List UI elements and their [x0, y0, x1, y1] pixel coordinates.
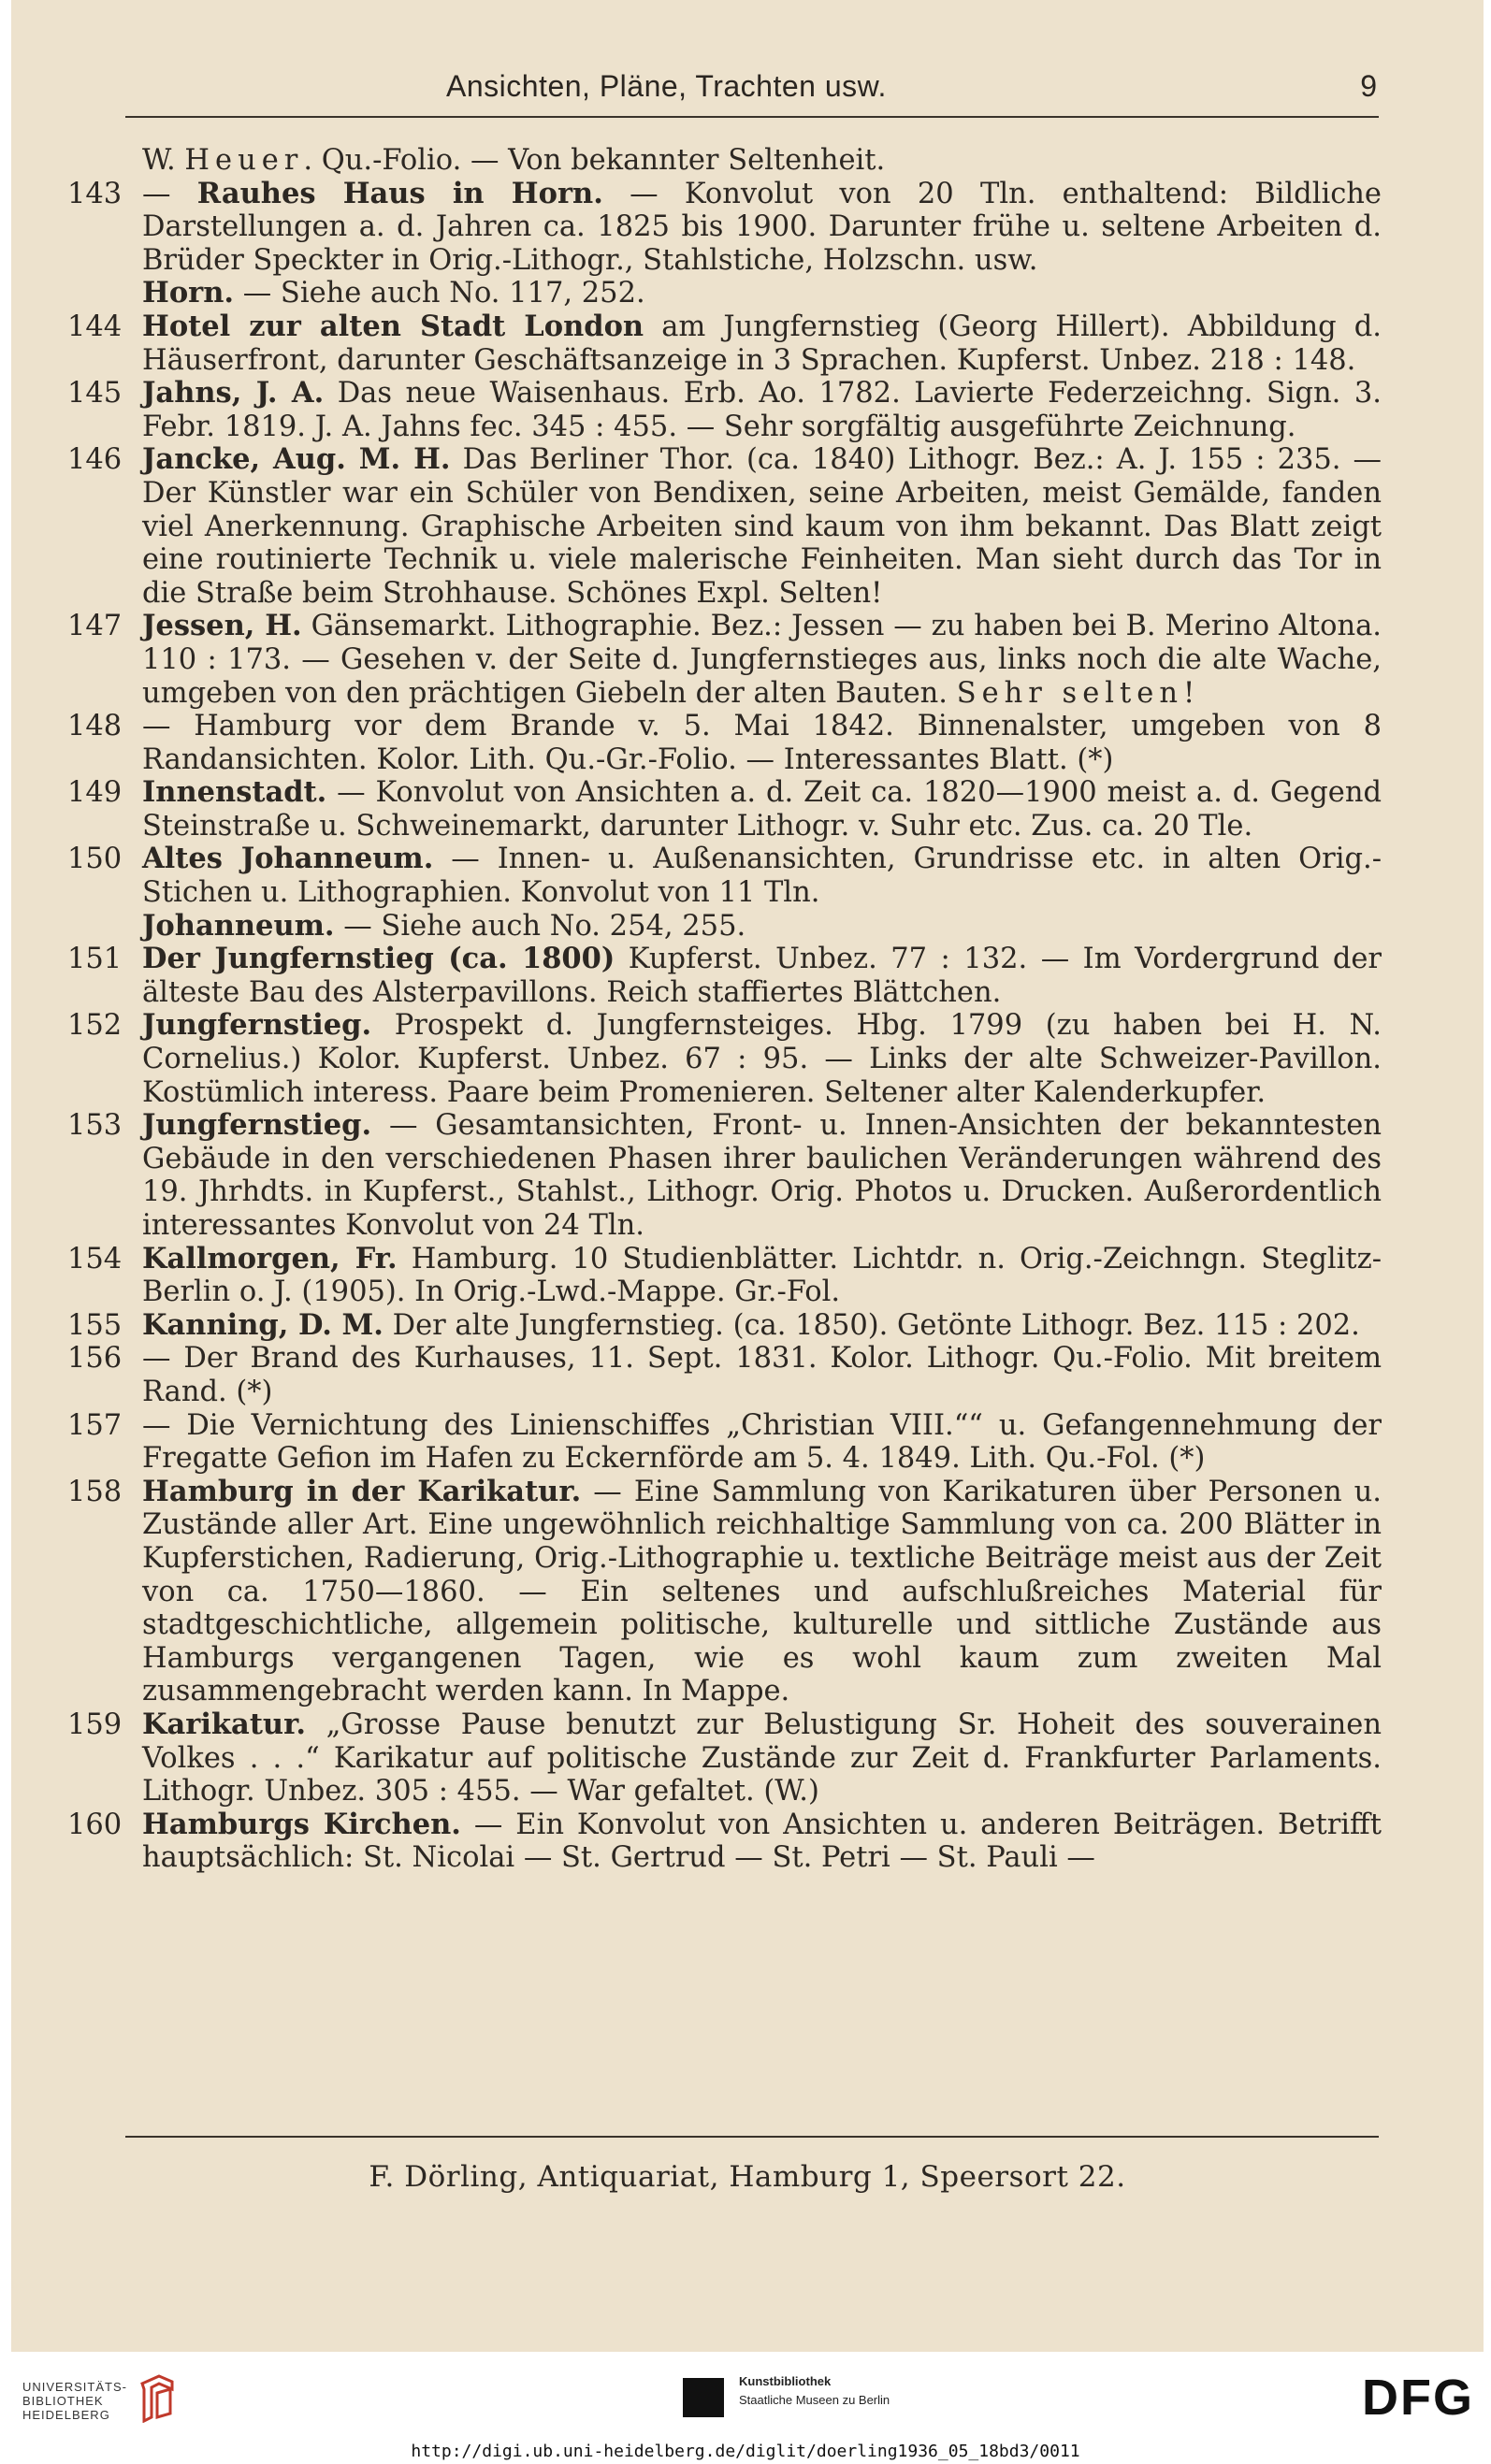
catalog-entry: [67, 443, 1382, 610]
entry-text: Gänsemarkt. Lithographie. Bez.: Jessen — zu haben bei B. Merino Altona. 110 : 173. — Gesehen v. der Seite d. Jungfernstieges aus, links noch die alte Wache, umgeben von den prächtigen Giebeln der alten Bauten.: [142, 610, 1382, 710]
scanned-page: [11, 0, 1484, 2352]
catalog-entry: [67, 144, 1382, 178]
entry-heading: Rauhes Haus in Horn.: [196, 176, 603, 210]
catalog-entry: [67, 843, 1382, 909]
entry-text: Sehr selten!: [956, 676, 1201, 710]
entry-number: 155: [67, 1308, 123, 1342]
entry-heading: Jungfernstieg.: [142, 1008, 372, 1043]
catalog-entry: [67, 776, 1382, 843]
entry-heading: Hotel zur alten Stadt London: [142, 309, 644, 343]
digitization-bar: [0, 2352, 1491, 2440]
library-emblem-icon: [138, 2370, 176, 2423]
entry-text: — Konvolut von 20 Tln. enthaltend: Bildliche Darstellungen a. d. Jahren ca. 1825 bis 1900. Darunter frühe u. seltene Arbeiten d. Brüder Speckter in Orig.-Lithogr., Stahlstiche, Holzschn. usw.: [142, 177, 1382, 277]
entry-text: — Siehe auch No. 117, 252.: [234, 277, 645, 310]
publisher-address: F. Dörling, Antiquariat, Hamburg 1, Speersort 22.: [369, 2160, 1126, 2194]
entry-text: Das neue Waisenhaus. Erb. Ao. 1782. Lavierte Federzeichng. Sign. 3. Febr. 1819. J. A. Jahns fec. 345 : 455. — Sehr sorgfältig ausgeführte Zeichnung.: [142, 377, 1382, 443]
kb-subtitle: Staatliche Museen zu Berlin: [739, 2393, 890, 2407]
entry-heading: Hamburgs Kirchen.: [142, 1807, 461, 1841]
entry-number: 153: [67, 1109, 123, 1143]
entry-text: — Ein Konvolut von Ansichten u. anderen Beiträgen. Betrifft hauptsächlich: St. Nicolai — St. Gertrud — St. Petri — St. Pauli —: [142, 1808, 1382, 1875]
entry-text: Kupferst. Unbez. 77 : 132. — Im Vordergrund der älteste Bau des Alsterpavillons. Reich staffiertes Blättchen.: [142, 943, 1382, 1009]
entry-number: 151: [67, 943, 123, 976]
entry-number: 147: [67, 610, 123, 643]
entry-heading: Der Jungfernstieg (ca. 1800): [142, 942, 615, 976]
entry-text: Der alte Jungfernstieg. (ca. 1850). Getönte Lithogr. Bez. 115 : 202.: [383, 1308, 1360, 1342]
entry-number: 158: [67, 1475, 123, 1508]
entry-text: — Konvolut von Ansichten a. d. Zeit ca. 1820—1900 meist a. d. Gegend Steinstraße u. Schweinemarkt, darunter Lithogr. v. Suhr etc. Zus. ca. 20 Tle.: [142, 776, 1382, 843]
entry-text: W.: [142, 144, 185, 177]
entry-text: Heuer: [184, 144, 304, 177]
dfg-logo[interactable]: DFG: [1362, 2370, 1474, 2426]
entry-heading: Karikatur.: [142, 1707, 306, 1741]
catalog-entry: [67, 310, 1382, 377]
entry-text: — Der Brand des Kurhauses, 11. Sept. 1831. Kolor. Lithogr. Qu.-Folio. Mit breitem Rand. (*): [142, 1342, 1382, 1408]
entry-number: 144: [67, 310, 123, 343]
catalog-entry: [67, 1409, 1382, 1476]
catalog-entry: [67, 1309, 1382, 1343]
entry-number: 157: [67, 1408, 123, 1442]
university-library-logo[interactable]: [22, 2380, 127, 2422]
entry-text: Das Berliner Thor. (ca. 1840) Lithogr. Bez.: A. J. 155 : 235. — Der Künstler war ein Schüler von Bendixen, seine Arbeiten, meist Gemälde, fanden viel Anerkennung. Graphische Arbeiten sind kaum von ihm bekannt. Das Blatt zeigt eine routinierte Technik u. viele malerische Feinheiten. Man sieht durch das Tor in die Straße beim Strohhause. Schönes Expl. Selten!: [142, 443, 1382, 610]
kunstbibliothek-logo-icon[interactable]: [683, 2378, 724, 2417]
header-rule: [125, 116, 1379, 118]
permalink-url[interactable]: http://digi.ub.uni-heidelberg.de/diglit/doerling1936_05_18bd3/0011: [0, 2440, 1491, 2464]
entry-heading: Jungfernstieg.: [142, 1108, 372, 1143]
entry-text: „Grosse Pause benutzt zur Belustigung Sr. Hoheit des souverainen Volkes . . .“ Karikatur auf politische Zustände zur Zeit d. Frankfurter Parlaments. Lithogr. Unbez. 305 : 455. — War gefaltet. (W.): [142, 1708, 1382, 1808]
entry-text: — Hamburg vor dem Brande v. 5. Mai 1842. Binnenalster, umgeben von 8 Randansichten. Kolor. Lith. Qu.-Gr.-Folio. — Interessantes Blatt. (*): [142, 710, 1382, 776]
entry-number: 160: [67, 1808, 123, 1841]
entry-text: — Die Vernichtung des Linienschiffes „Christian VIII.““ u. Gefangennehmung der Fregatte Gefion im Hafen zu Eckernförde am 5. 4. 1849. Lith. Qu.-Fol. (*): [142, 1408, 1382, 1476]
catalog-entry: [67, 178, 1382, 278]
entry-text: am Jungfernstieg (Georg Hillert). Abbildung d. Häuserfront, darunter Geschäftsanzeige in 3 Sprachen. Kupferst. Unbez. 218 : 148.: [142, 310, 1382, 377]
catalog-entry: [67, 1342, 1382, 1408]
uni-logo-line: UNIVERSITÄTS-: [22, 2380, 127, 2394]
entry-number: 152: [67, 1009, 123, 1043]
catalog-entry: [67, 1708, 1382, 1808]
entry-heading: Innenstadt.: [142, 775, 327, 810]
catalog-entry: [67, 1808, 1382, 1875]
entry-text: Prospekt d. Jungfernsteiges. Hbg. 1799 (zu haben bei H. N. Cornelius.) Kolor. Kupferst. Unbez. 67 : 95. — Links der alte Schweizer-Pavillon. Kostümlich interess. Paare beim Promenieren. Seltener alter Kalenderkupfer.: [142, 1009, 1382, 1109]
catalog-entries: [67, 144, 1382, 1875]
entry-number: 156: [67, 1342, 123, 1376]
catalog-entry: [67, 1476, 1382, 1708]
running-head-title: Ansichten, Pläne, Trachten usw.: [446, 69, 887, 103]
entry-number: 146: [67, 443, 123, 477]
kunstbibliothek-label: [739, 2372, 890, 2410]
catalog-entry: [67, 610, 1382, 710]
entry-number: 143: [67, 177, 123, 210]
entry-text: . Qu.-Folio. — Von bekannter Seltenheit.: [303, 144, 886, 177]
catalog-entry: [67, 377, 1382, 443]
entry-text: Hamburg. 10 Studienblätter. Lichtdr. n. Orig.-Zeichngn. Steglitz-Berlin o. J. (1905). In Orig.-Lwd.-Mappe. Gr.-Fol.: [142, 1242, 1382, 1309]
entry-number: 150: [67, 843, 123, 876]
entry-heading: Jahns, J. A.: [142, 376, 325, 411]
entry-heading: Kallmorgen, Fr.: [142, 1241, 398, 1275]
footer-rule: [125, 2136, 1379, 2138]
entry-heading: Jessen, H.: [142, 609, 302, 643]
entry-text: — Siehe auch No. 254, 255.: [334, 909, 746, 943]
entry-number: 145: [67, 377, 123, 411]
catalog-entry: [67, 1009, 1382, 1109]
uni-logo-line: HEIDELBERG: [22, 2408, 110, 2422]
entry-number: 148: [67, 710, 123, 743]
kb-title: Kunstbibliothek: [739, 2374, 832, 2388]
catalog-entry: [67, 277, 1382, 310]
catalog-entry: [67, 1109, 1382, 1242]
entry-heading: Jancke, Aug. M. H.: [142, 442, 451, 477]
entry-number: 159: [67, 1708, 123, 1741]
entry-number: 154: [67, 1242, 123, 1275]
catalog-entry: [67, 943, 1382, 1009]
entry-text: — Gesamtansichten, Front- u. Innen-Ansichten der bekanntesten Gebäude in den verschiedenen Phasen ihrer baulichen Veränderungen während des 19. Jhrhdts. in Kupferst., Stahlst., Lithogr. Orig. Photos u. Drucken. Außerordentlich interessantes Konvolut von 24 Tln.: [142, 1109, 1382, 1242]
entry-heading: Altes Johanneum.: [142, 842, 434, 876]
uni-logo-line: BIBLIOTHEK: [22, 2394, 104, 2408]
page-number: 9: [1360, 69, 1377, 103]
entry-heading: Kanning, D. M.: [142, 1307, 384, 1342]
running-head: [11, 64, 1377, 116]
entry-text: — Eine Sammlung von Karikaturen über Personen u. Zustände aller Art. Eine ungewöhnlich reichhaltige Sammlung von ca. 200 Blätter in Kupferstichen, Radierung, Orig.-Lithographie u. textliche Beiträge meist aus der Zeit von ca. 1750—1860. — Ein seltenes und aufschlußreiches Material für stadtgeschichtliche, allgemein politische, kulturelle und sittliche Zustände aus Hamburgs vergangenen Tagen, wie es wohl kaum zum zweiten Mal zusammengebracht werden kann. In Mappe.: [142, 1475, 1382, 1708]
entry-heading: Johanneum.: [142, 908, 335, 943]
catalog-entry: [67, 1243, 1382, 1309]
entry-text: —: [142, 177, 197, 210]
entry-text: — Innen- u. Außenansichten, Grundrisse etc. in alten Orig.-Stichen u. Lithographien. Konvolut von 11 Tln.: [142, 843, 1382, 910]
entry-heading: Horn.: [142, 276, 235, 310]
catalog-entry: [67, 710, 1382, 776]
entry-number: 149: [67, 776, 123, 810]
catalog-entry: [67, 910, 1382, 944]
entry-heading: Hamburg in der Karikatur.: [142, 1474, 582, 1508]
